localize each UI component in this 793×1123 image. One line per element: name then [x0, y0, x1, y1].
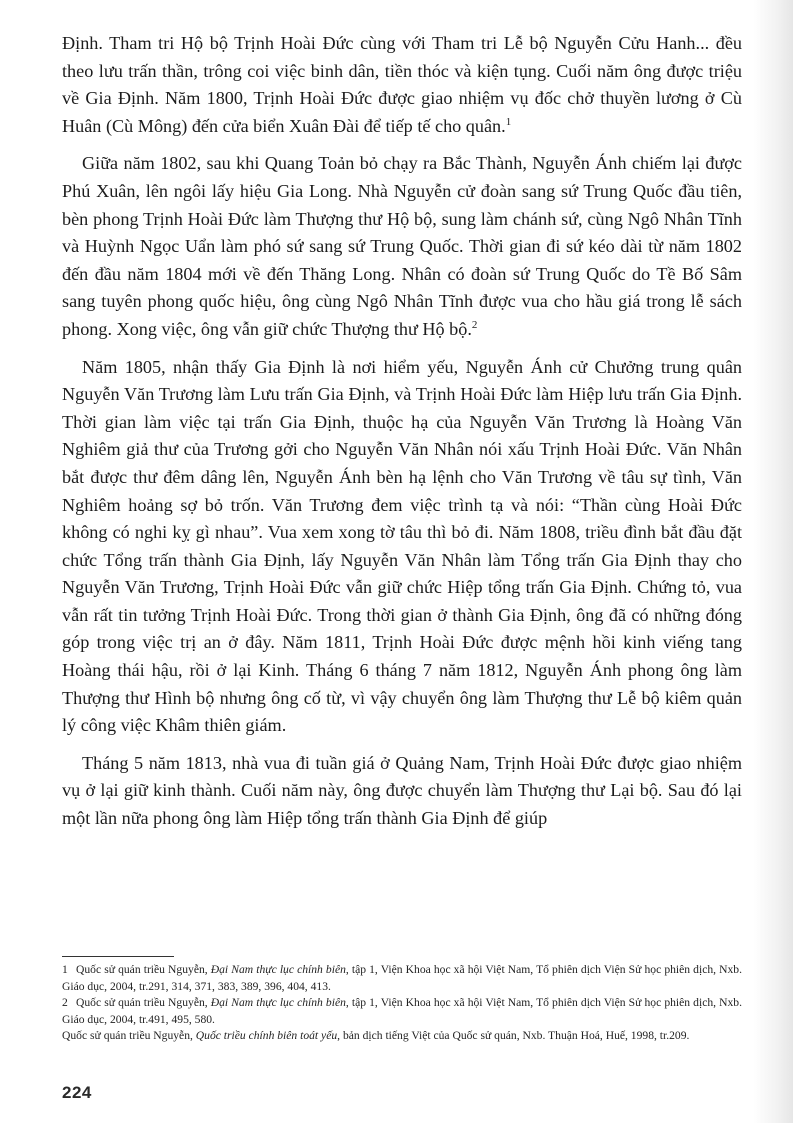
footnote-2-continued: Quốc sử quán triều Nguyễn, Quốc triều chính biên toát yếu, bản dịch tiếng Việt của Quốc sử quán, Nxb. Thuận Hoá, Huế, 1998, tr.209. [62, 1029, 690, 1043]
footnote-divider [62, 956, 174, 957]
footnote-1: 1 Quốc sử quán triều Nguyễn, Đại Nam thực lục chính biên, tập 1, Viện Khoa học xã hội Việt Nam, Tổ phiên dịch Viện Sử học phiên dịch, Nxb. Giáo dục, 2004, tr.291, 314, 371, 383, 389, 396, 404, 413. [62, 963, 742, 993]
footnote-2: 2 Quốc sử quán triều Nguyễn, Đại Nam thực lục chính biên, tập 1, Viện Khoa học xã hội Việt Nam, Tổ phiên dịch Viện Sử học phiên dịch, Nxb. Giáo dục, 2004, tr.491, 495, 580. [62, 996, 742, 1026]
paragraph-4: Tháng 5 năm 1813, nhà vua đi tuần giá ở Quảng Nam, Trịnh Hoài Đức được giao nhiệm vụ ở lại giữ kinh thành. Cuối năm này, ông được chuyển làm Thượng thư Lại bộ. Sau đó lại một lần nữa phong ông làm Hiệp tổng trấn thành Gia Định để giúp [62, 752, 742, 829]
paragraph-1: Định. Tham tri Hộ bộ Trịnh Hoài Đức cùng với Tham tri Lễ bộ Nguyễn Cửu Hanh... đều theo lưu trấn thần, trông coi việc binh dân, tiền thóc và kiện tụng. Cuối năm ông được triệu về Gia Định. Năm 1800, Trịnh Hoài Đức được giao nhiệm vụ đốc chở thuyền lương ở Cù Huân (Cù Mông) đến cửa biển Xuân Đài để tiếp tế cho quân.$^1$ [62, 33, 742, 136]
footnote-ref-1: 1 [505, 115, 512, 128]
paragraph-2: Giữa năm 1802, sau khi Quang Toản bỏ chạy ra Bắc Thành, Nguyễn Ánh chiếm lại được Phú Xuân, lên ngôi lấy hiệu Gia Long. Nhà Nguyễn cử đoàn sang sứ Trung Quốc đầu tiên, bèn phong Trịnh Hoài Đức làm Thượng thư Hộ bộ, sung làm chánh sứ, cùng Ngô Nhân Tĩnh và Huỳnh Ngọc Uẩn làm phó sứ sang sứ Trung Quốc. Thời gian đi sứ kéo dài từ năm 1802 đến đầu năm 1804 mới về đến Thăng Long. Nhân có đoàn sứ Trung Quốc do Tề Bố Sâm sang tuyên phong quốc hiệu, ông cùng Ngô Nhân Tĩnh được vua cho hầu giá trong lễ sách phong. Xong việc, ông vẫn giữ chức Thượng thư Hộ bộ.$^2$ [62, 153, 742, 339]
footnotes [62, 956, 742, 1045]
body-text [62, 30, 742, 843]
page-number: 224 [62, 1083, 92, 1102]
paragraph-3: Năm 1805, nhận thấy Gia Định là nơi hiểm yếu, Nguyễn Ánh cử Chưởng trung quân Nguyễn Văn Trương làm Lưu trấn Gia Định, và Trịnh Hoài Đức làm Hiệp lưu trấn Gia Định. Thời gian làm việc tại trấn Gia Định, thuộc hạ của Nguyễn Văn Trương là Hoàng Văn Nghiêm giả thư của Trương gởi cho Nguyễn Văn Nhân nói xấu Trịnh Hoài Đức. Văn Nhân bắt được thư đêm dâng lên, Nguyễn Ánh bèn hạ lệnh cho Văn Trương về tâu sự tình, Văn Nghiêm hoảng sợ bỏ trốn. Văn Trương đem việc trình tạ và nói: “Thần cùng Hoài Đức không có nghi kỵ gì nhau”. Vua xem xong tờ tâu thì bỏ đi. Năm 1808, triều đình bắt đầu đặt chức Tổng trấn thành Gia Định, lấy Nguyễn Văn Nhân làm Tổng trấn Gia Định thay cho Nguyễn Văn Trương, Trịnh Hoài Đức vẫn giữ chức Hiệp tổng trấn Gia Định. Chứng tỏ, vua vẫn rất tin tưởng Trịnh Hoài Đức. Trong thời gian ở thành Gia Định, ông đã có những đóng góp trong việc trị an ở đây. Năm 1811, Trịnh Hoài Đức được mệnh hồi kinh viếng tang Hoàng thái hậu, rồi ở lại Kinh. Tháng 6 tháng 7 năm 1812, Nguyễn Ánh phong ông làm Thượng thư Hình bộ nhưng ông cố từ, vì vậy chuyển ông làm Thượng thư Lễ bộ kiêm quản lý công việc Khâm thiên giám. [62, 356, 742, 736]
footnote-ref-2: 2 [471, 318, 478, 331]
